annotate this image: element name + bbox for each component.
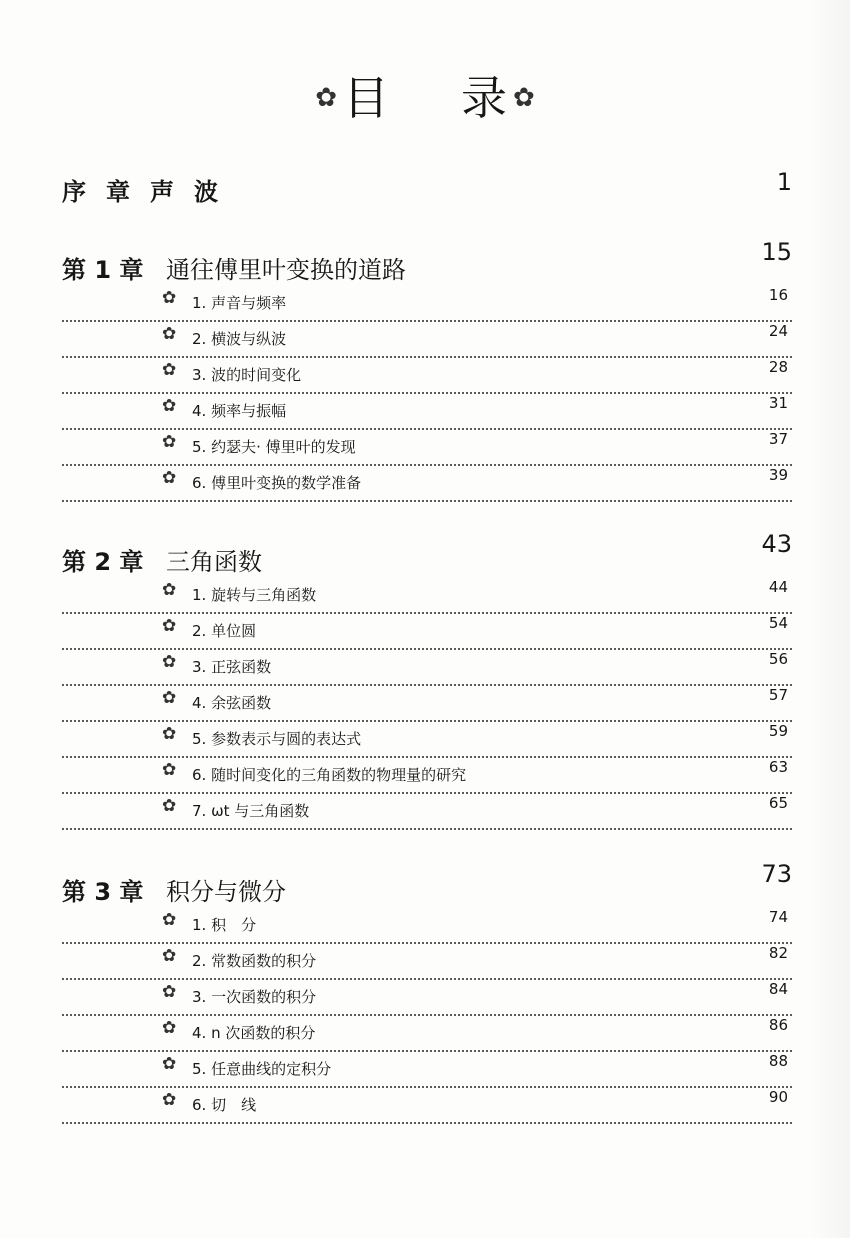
entry-page-number: 88 [768, 1052, 788, 1070]
toc-entry[interactable] [62, 430, 792, 466]
entry-page-number: 56 [768, 650, 788, 668]
flower-icon: ✿ [162, 1090, 177, 1110]
chapter-label: 第 1 章 [62, 256, 144, 284]
entry-page-number: 24 [768, 322, 788, 340]
flower-icon: ✿ [513, 83, 535, 113]
toc-entry[interactable] [62, 1052, 792, 1088]
flower-icon: ✿ [162, 1018, 177, 1038]
flower-icon: ✿ [162, 688, 177, 708]
flower-icon: ✿ [162, 360, 177, 380]
chapter-page-number: 15 [761, 238, 792, 266]
chapter-heading[interactable] [62, 530, 792, 578]
chapter-heading[interactable] [62, 860, 792, 908]
entry-page-number: 31 [768, 394, 788, 412]
flower-icon: ✿ [162, 468, 177, 488]
entry-page-number: 39 [768, 466, 788, 484]
entry-title: 3. 一次函数的积分 [192, 988, 317, 1006]
entry-title: 2. 单位圆 [192, 622, 257, 640]
toc-entry[interactable] [62, 394, 792, 430]
entry-page-number: 37 [768, 430, 788, 448]
entry-page-number: 86 [768, 1016, 788, 1034]
prologue-label: 序章声波 [62, 178, 238, 206]
toc-entry[interactable] [62, 358, 792, 394]
entry-title: 4. 余弦函数 [192, 694, 272, 712]
toc-entry[interactable] [62, 650, 792, 686]
entry-title: 1. 积 分 [192, 916, 257, 934]
title-left-char: 目 [343, 71, 389, 125]
flower-icon: ✿ [162, 652, 177, 672]
entry-title: 1. 声音与频率 [192, 294, 287, 312]
entry-page-number: 63 [768, 758, 788, 776]
toc-entry[interactable] [62, 758, 792, 794]
entry-title: 7. ωt 与三角函数 [192, 802, 310, 820]
flower-icon: ✿ [162, 1054, 177, 1074]
page-edge-shade [810, 0, 850, 1238]
toc-entry[interactable] [62, 614, 792, 650]
entry-title: 3. 正弦函数 [192, 658, 272, 676]
flower-icon: ✿ [162, 396, 177, 416]
entry-title: 1. 旋转与三角函数 [192, 586, 317, 604]
entry-page-number: 57 [768, 686, 788, 704]
entry-page-number: 82 [768, 944, 788, 962]
chapter-title: 积分与微分 [166, 878, 286, 906]
flower-icon: ✿ [162, 946, 177, 966]
page-title [0, 70, 850, 126]
entry-title: 5. 参数表示与圆的表达式 [192, 730, 362, 748]
flower-icon: ✿ [162, 324, 177, 344]
toc-entry[interactable] [62, 794, 792, 830]
flower-icon: ✿ [315, 83, 337, 113]
entry-title: 6. 傅里叶变换的数学准备 [192, 474, 362, 492]
flower-icon: ✿ [162, 760, 177, 780]
flower-icon: ✿ [162, 724, 177, 744]
flower-icon: ✿ [162, 982, 177, 1002]
toc-entry[interactable] [62, 578, 792, 614]
chapter-page-number: 73 [761, 860, 792, 888]
chapter-2 [62, 530, 792, 830]
toc-entry[interactable] [62, 1016, 792, 1052]
toc-entry[interactable] [62, 466, 792, 502]
title-right-char: 录 [461, 71, 507, 125]
entry-page-number: 90 [768, 1088, 788, 1106]
toc-entry[interactable] [62, 1088, 792, 1124]
toc-entry[interactable] [62, 322, 792, 358]
toc-entry[interactable] [62, 686, 792, 722]
toc-prologue[interactable] [62, 168, 792, 206]
entry-page-number: 16 [768, 286, 788, 304]
entry-title: 5. 约瑟夫· 傅里叶的发现 [192, 438, 356, 456]
prologue-page-number: 1 [776, 168, 792, 196]
entry-page-number: 84 [768, 980, 788, 998]
entry-page-number: 65 [768, 794, 788, 812]
chapter-title: 三角函数 [166, 548, 262, 576]
entry-page-number: 28 [768, 358, 788, 376]
chapter-label: 第 2 章 [62, 548, 144, 576]
flower-icon: ✿ [162, 616, 177, 636]
chapter-label: 第 3 章 [62, 878, 144, 906]
chapter-page-number: 43 [761, 530, 792, 558]
entry-title: 4. n 次函数的积分 [192, 1024, 316, 1042]
toc-entry[interactable] [62, 980, 792, 1016]
entry-title: 4. 频率与振幅 [192, 402, 287, 420]
chapter-title: 通往傅里叶变换的道路 [166, 256, 406, 284]
entry-page-number: 44 [768, 578, 788, 596]
toc-entry[interactable] [62, 722, 792, 758]
entry-title: 6. 随时间变化的三角函数的物理量的研究 [192, 766, 467, 784]
entry-title: 2. 横波与纵波 [192, 330, 287, 348]
entry-title: 2. 常数函数的积分 [192, 952, 317, 970]
flower-icon: ✿ [162, 580, 177, 600]
entry-page-number: 54 [768, 614, 788, 632]
entry-page-number: 74 [768, 908, 788, 926]
entry-title: 5. 任意曲线的定积分 [192, 1060, 332, 1078]
flower-icon: ✿ [162, 910, 177, 930]
toc-entry[interactable] [62, 286, 792, 322]
entry-title: 3. 波的时间变化 [192, 366, 302, 384]
chapter-1 [62, 238, 792, 502]
entry-page-number: 59 [768, 722, 788, 740]
toc-entry[interactable] [62, 944, 792, 980]
entry-title: 6. 切 线 [192, 1096, 257, 1114]
chapter-3 [62, 860, 792, 1124]
flower-icon: ✿ [162, 432, 177, 452]
flower-icon: ✿ [162, 796, 177, 816]
flower-icon: ✿ [162, 288, 177, 308]
toc-entry[interactable] [62, 908, 792, 944]
chapter-heading[interactable] [62, 238, 792, 286]
